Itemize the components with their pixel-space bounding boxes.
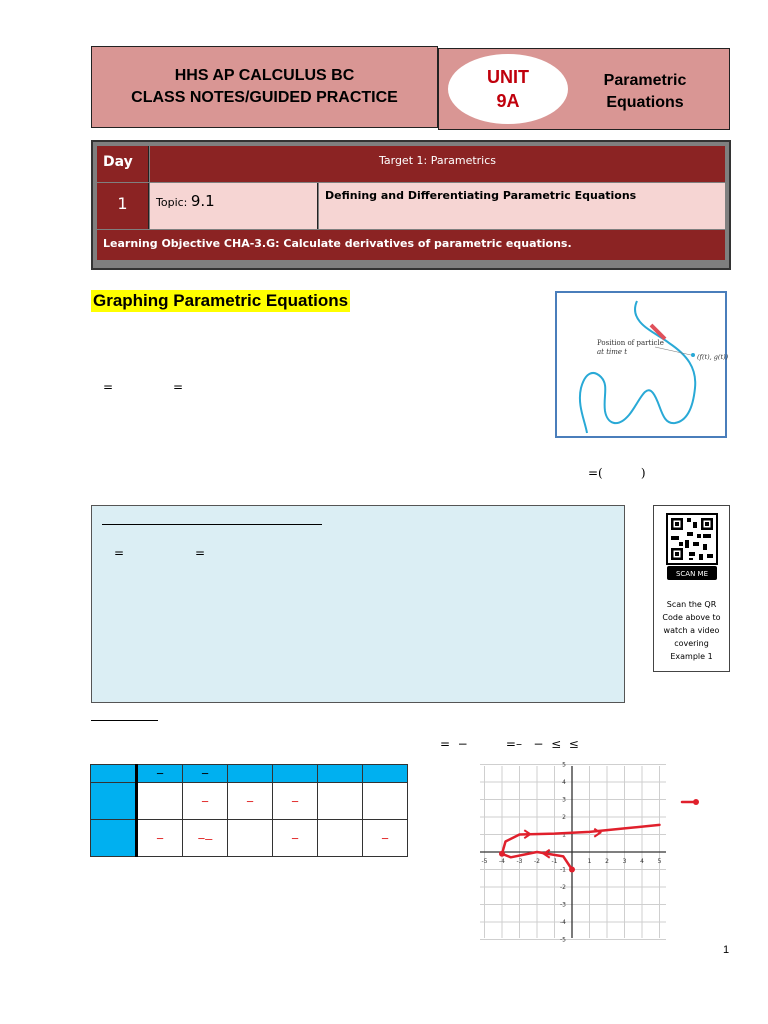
target-row — [97, 146, 725, 182]
graph-grid — [476, 761, 706, 944]
day-number: 1 — [97, 183, 149, 229]
table-cell — [363, 783, 408, 820]
page-number: 1 — [723, 944, 730, 956]
y-tick-label: -5 — [560, 936, 566, 944]
y-tick-label: -2 — [560, 884, 566, 891]
particle-figure — [555, 291, 727, 438]
table-row — [91, 783, 408, 820]
target-title: Target 1: Parametrics — [150, 146, 725, 182]
equation-fragment: = — [103, 380, 114, 394]
example-label-underline — [91, 720, 158, 721]
day-label: Day — [97, 146, 149, 182]
course-subtitle: CLASS NOTES/GUIDED PRACTICE — [131, 89, 398, 106]
unit-badge — [448, 54, 568, 124]
label-leader — [655, 347, 691, 355]
qr-caption-line: Scan the QR — [666, 600, 717, 609]
qr-caption — [654, 598, 729, 663]
table-cell: − — [137, 820, 183, 857]
x-tick-label: -5 — [481, 858, 488, 865]
table-cell — [91, 765, 137, 783]
section-heading: Graphing Parametric Equations — [93, 291, 349, 310]
table-cell — [91, 820, 137, 857]
table-cell: − — [137, 765, 183, 783]
unit-title — [580, 70, 710, 114]
topic-number: 9.1 — [190, 192, 215, 210]
table-cell — [137, 783, 183, 820]
table-cell: − — [273, 820, 318, 857]
y-tick-label: 3 — [562, 796, 566, 804]
table-cell — [228, 820, 273, 857]
table-cell — [318, 783, 363, 820]
qr-caption-line: Example 1 — [670, 652, 713, 661]
x-tick-label: 1 — [587, 858, 592, 865]
x-tick-label: 3 — [622, 858, 627, 865]
table-cell — [91, 783, 137, 820]
course-title: HHS AP CALCULUS BC — [174, 67, 355, 84]
blank-line — [102, 524, 322, 525]
qr-code-icon[interactable] — [667, 514, 717, 584]
table-cell — [228, 765, 273, 783]
x-tick-label: 2 — [605, 858, 609, 865]
y-tick-label: -1 — [560, 866, 566, 874]
x-tick-label: 4 — [640, 858, 644, 865]
curve-end-point — [693, 799, 699, 805]
x-tick-label: -4 — [499, 858, 505, 865]
example-box — [91, 505, 625, 703]
unit-title-line1: Parametric — [603, 72, 687, 89]
x-tick-label: -2 — [534, 858, 540, 865]
x-tick-label: 5 — [657, 858, 662, 865]
table-cell: − — [183, 765, 228, 783]
plotted-point — [569, 867, 575, 873]
table-cell: − — [228, 783, 273, 820]
particle-path — [580, 301, 695, 433]
unit-label: UNIT — [487, 67, 529, 87]
unit-title-line2: Equations — [606, 94, 684, 111]
y-tick-label: -4 — [560, 919, 566, 926]
figure-label-line1: Position of particle — [597, 339, 664, 347]
qr-code-box[interactable] — [653, 505, 730, 672]
y-tick-label: 5 — [562, 761, 566, 769]
table-header-row — [91, 765, 408, 783]
objective-row — [97, 230, 725, 260]
point-label: (f(t), g(t)) — [697, 353, 729, 361]
y-tick-label: 4 — [562, 779, 566, 786]
target-table — [91, 140, 731, 270]
equation-fragment: = — [114, 546, 125, 560]
parametric-value-table — [90, 764, 408, 857]
table-cell: − — [183, 783, 228, 820]
qr-caption-line: watch a video — [663, 626, 720, 635]
particle-curve-diagram — [557, 293, 729, 436]
table-cell: −– — [183, 820, 228, 857]
qr-caption-line: covering — [674, 639, 709, 648]
table-cell — [363, 765, 408, 783]
learning-objective: Learning Objective CHA-3.G: Calculate derivatives of parametric equations. — [97, 230, 725, 260]
qr-caption-line: Code above to — [662, 613, 721, 622]
problem-equation: = − =– − ≤ ≤ — [440, 737, 579, 751]
table-cell — [318, 820, 363, 857]
figure-label-line2: at time t — [597, 348, 628, 356]
table-cell: − — [273, 783, 318, 820]
course-header — [91, 46, 438, 128]
y-tick-label: 1 — [562, 831, 566, 839]
point-equation: =( ) — [588, 466, 646, 480]
particle-point — [691, 353, 695, 357]
table-cell: − — [363, 820, 408, 857]
coordinate-graph — [476, 761, 676, 944]
y-tick-label: -3 — [560, 901, 566, 909]
scan-me-label: SCAN ME — [675, 570, 709, 578]
unit-number: 9A — [496, 91, 520, 111]
table-row — [91, 820, 408, 857]
topic-cell — [150, 183, 318, 229]
topic-row — [97, 183, 725, 229]
table-cell — [318, 765, 363, 783]
x-tick-label: -1 — [551, 858, 558, 865]
equation-fragment: = — [173, 380, 184, 394]
plotted-point — [499, 851, 505, 857]
y-tick-label: 2 — [562, 814, 566, 821]
topic-title: Defining and Differentiating Parametric Equations — [319, 183, 725, 229]
table-cell — [273, 765, 318, 783]
equation-fragment: = — [195, 546, 206, 560]
topic-label: Topic: — [156, 196, 188, 209]
x-tick-label: -3 — [516, 858, 523, 865]
